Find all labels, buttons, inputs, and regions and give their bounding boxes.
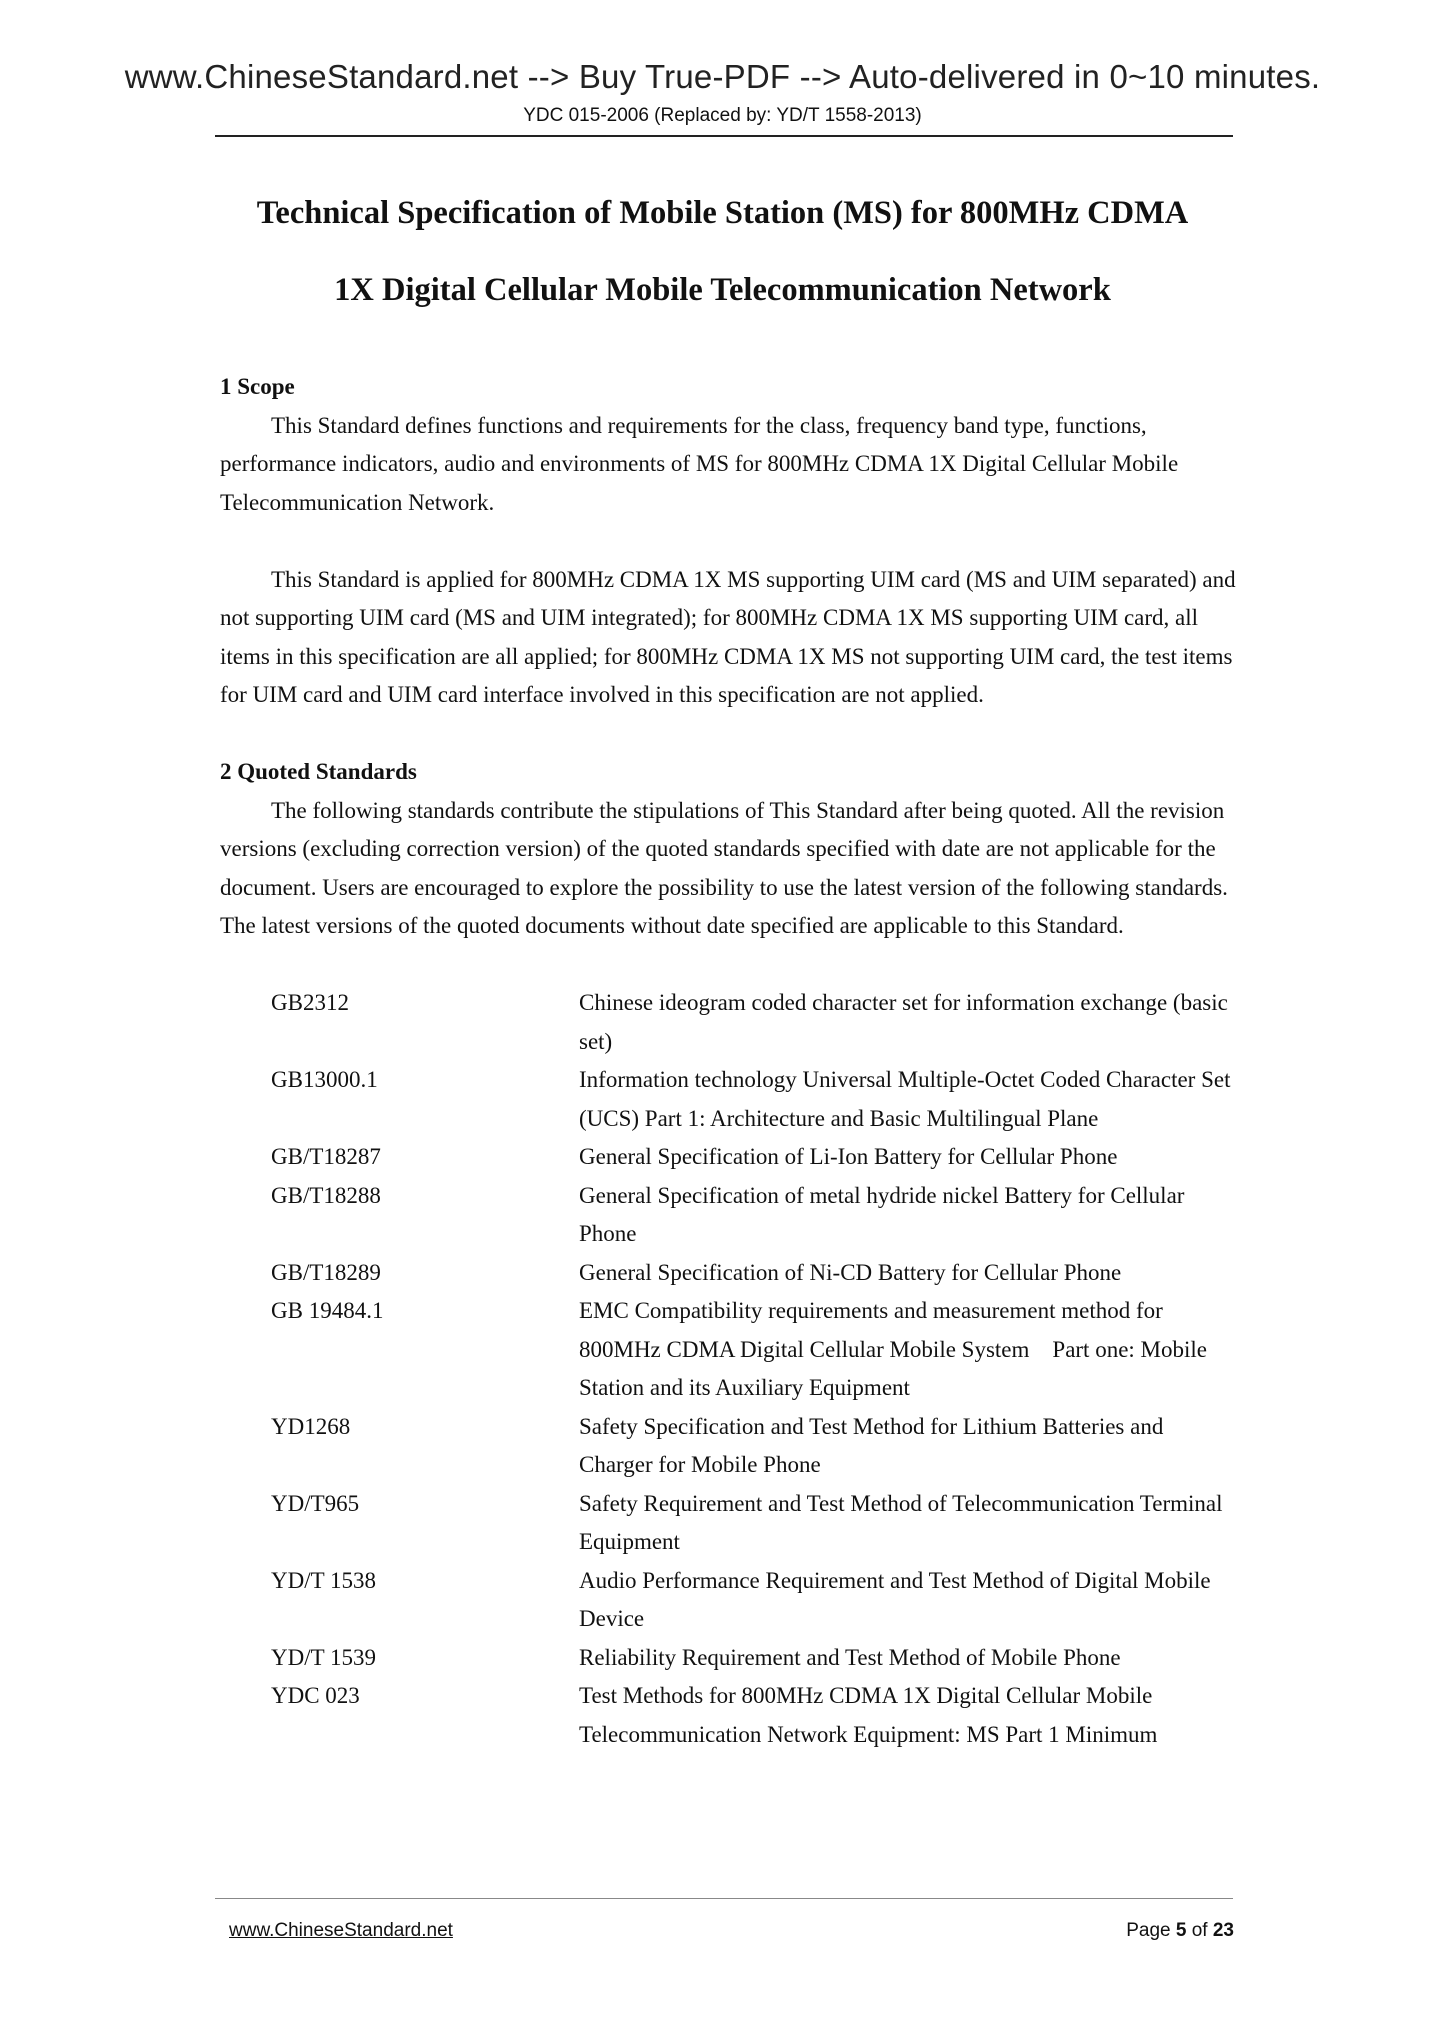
reference-row — [271, 1138, 1240, 1177]
footer-site-link[interactable]: www.ChineseStandard.net — [229, 1920, 453, 1941]
scope-paragraph-1: This Standard defines functions and requirements for the class, frequency band type, functions, performance indicators, audio and environments of MS for 800MHz CDMA 1X Digital Cellular Mobile Telecommunication Network. — [220, 412, 1179, 515]
reference-row — [271, 984, 1240, 1061]
quoted-standards-paragraph: The following standards contribute the stipulations of This Standard after being quoted. All the revision versions (excluding correction version) of the quoted standards specified with date are not applicable for the document. Users are encouraged to explore the possibility to use the latest version of the following standards. The latest versions of the quoted documents without date specified are applicable to this Standard. — [220, 797, 1228, 938]
reference-title: General Specification of Ni-CD Battery for Cellular Phone — [579, 1259, 1122, 1285]
reference-row — [271, 1677, 1240, 1754]
reference-code: YD/T965 — [271, 1490, 360, 1516]
page-current: 5 — [1175, 1920, 1187, 1941]
reference-row — [271, 1485, 1240, 1562]
reference-title: Reliability Requirement and Test Method of Mobile Phone — [579, 1644, 1121, 1670]
section-heading-scope: 1 Scope — [220, 374, 295, 399]
reference-row — [271, 1562, 1240, 1639]
reference-title: General Specification of metal hydride nickel Battery for Cellular Phone — [579, 1182, 1185, 1246]
reference-code: YDC 023 — [271, 1683, 360, 1708]
reference-title: Audio Performance Requirement and Test Method of Digital Mobile Device — [579, 1567, 1211, 1631]
page-label: Page — [1126, 1920, 1171, 1941]
reference-code: YD/T 1538 — [271, 1567, 376, 1593]
reference-code: GB2312 — [271, 990, 349, 1015]
reference-row — [271, 1408, 1240, 1485]
reference-code: GB/T18288 — [271, 1182, 381, 1208]
paragraph-spacer — [220, 715, 1240, 754]
reference-title: Safety Specification and Test Method for Lithium Batteries and Charger for Mobile Phone — [579, 1413, 1164, 1477]
page-total: 23 — [1212, 1920, 1234, 1941]
reference-row — [271, 1061, 1240, 1138]
reference-title: Test Methods for 800MHz CDMA 1X Digital Cellular Mobile Telecommunication Network Equipment: MS Part 1 Minimum — [579, 1683, 1158, 1747]
reference-title: General Specification of Li-Ion Battery for Cellular Phone — [579, 1144, 1118, 1169]
document-body — [220, 368, 1240, 1754]
reference-row — [271, 1292, 1240, 1408]
document-id: YDC 015-2006 (Replaced by: YD/T 1558-2013) — [523, 105, 922, 126]
reference-list — [220, 984, 1240, 1754]
reference-code: GB/T18289 — [271, 1259, 381, 1285]
reference-row — [271, 1639, 1240, 1678]
paragraph-spacer — [220, 946, 1240, 985]
paragraph-spacer — [220, 522, 1240, 561]
reference-title: EMC Compatibility requirements and measurement method for 800MHz CDMA Digital Cellular Mobile System Part one: Mobile Station and its Auxiliary Equipment — [579, 1298, 1213, 1400]
reference-title: Safety Requirement and Test Method of Telecommunication Terminal Equipment — [579, 1490, 1223, 1554]
reference-code: GB13000.1 — [271, 1067, 378, 1092]
document-title-line-1: Technical Specification of Mobile Station (MS) for 800MHz CDMA — [256, 195, 1189, 231]
footer-divider — [215, 1898, 1233, 1899]
reference-title: Information technology Universal Multiple-Octet Coded Character Set (UCS) Part 1: Architecture and Basic Multilingual Plane — [579, 1067, 1231, 1131]
reference-row — [271, 1177, 1240, 1254]
reference-code: GB/T18287 — [271, 1144, 381, 1169]
page-of-label: of — [1191, 1920, 1208, 1941]
scope-paragraph-2: This Standard is applied for 800MHz CDMA 1X MS supporting UIM card (MS and UIM separated) and not supporting UIM card (MS and UIM integrated); for 800MHz CDMA 1X MS supporting UIM card, all items in this specification are all applied; for 800MHz CDMA 1X MS not supporting UIM card, the test items for UIM card and UIM card interface involved in this specification are not applied. — [220, 566, 1236, 707]
section-heading-quoted-standards: 2 Quoted Standards — [220, 759, 417, 784]
reference-row — [271, 1254, 1240, 1293]
reference-title: Chinese ideogram coded character set for information exchange (basic set) — [579, 990, 1228, 1054]
reference-code: YD/T 1539 — [271, 1644, 376, 1670]
reference-code: GB 19484.1 — [271, 1298, 384, 1323]
header-divider — [215, 135, 1233, 137]
document-title-line-2: 1X Digital Cellular Mobile Telecommunication Network — [334, 272, 1111, 308]
reference-code: YD1268 — [271, 1413, 351, 1439]
top-banner: www.ChineseStandard.net --> Buy True-PDF --> Auto-delivered in 0~10 minutes. — [124, 58, 1321, 95]
page-indicator — [1126, 1920, 1234, 1942]
